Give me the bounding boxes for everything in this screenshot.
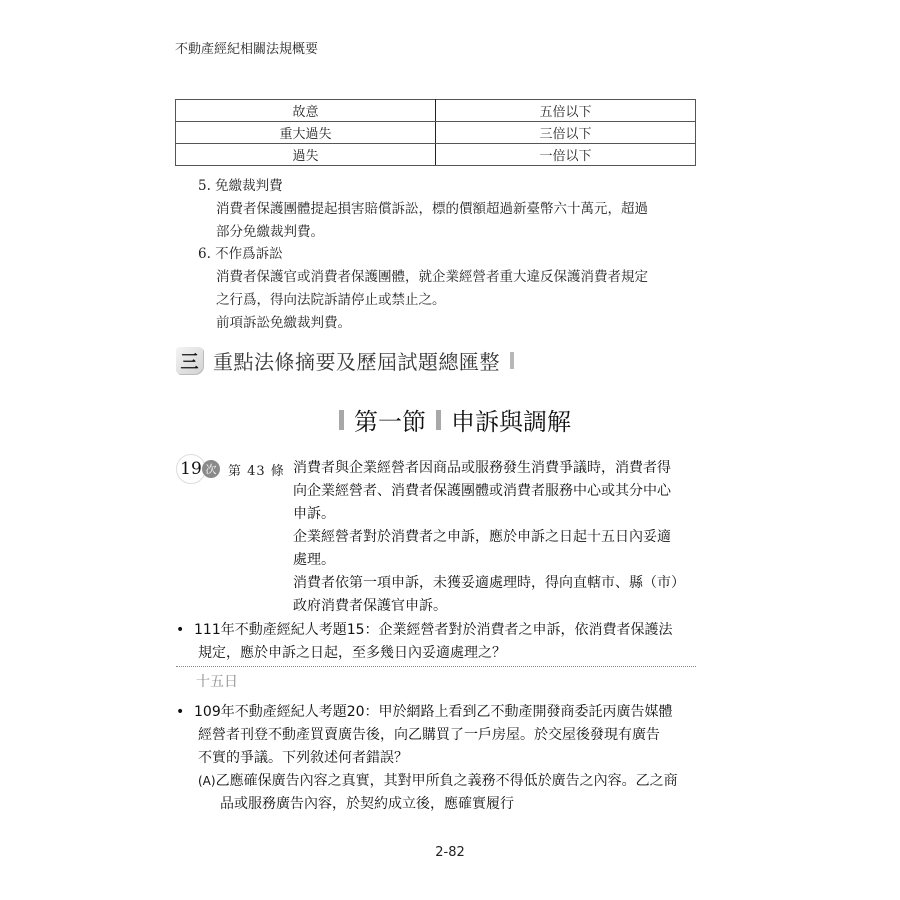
item-line: 前項訴訟免繳裁判費。	[216, 315, 351, 331]
item-line: 部分免繳裁判費。	[216, 224, 324, 240]
item-line: 消費者保護團體提起損害賠償訴訟，標的價額超過新臺幣六十萬元，超過	[216, 201, 648, 217]
article-line: 企業經營者對於消費者之申訴，應於申訴之日起十五日內妥適	[293, 529, 671, 545]
table-row	[176, 100, 696, 122]
bullet-icon: •	[176, 622, 185, 638]
article-line: 向企業經營者、消費者保護團體或消費者服務中心或其分中心	[293, 483, 671, 499]
bullet-icon: •	[176, 704, 185, 720]
question-line: 109年不動產經紀人考題20：甲於網路上看到乙不動產開發商委託丙廣告媒體	[194, 704, 673, 720]
article-line: 消費者與企業經營者因商品或服務發生消費爭議時，消費者得	[293, 460, 671, 476]
running-head: 不動產經紀相關法規概要	[175, 42, 319, 57]
item-title: 5. 免繳裁判費	[198, 178, 283, 194]
item-line: 消費者保護官或消費者保護團體，就企業經營者重大違反保護消費者規定	[216, 269, 648, 285]
option-line: 乙應確保廣告內容之真實，其對甲所負之義務不得低於廣告之內容。乙之商	[215, 773, 678, 789]
table-cell-multiple: 一倍以下	[436, 144, 696, 166]
item-body	[216, 198, 698, 244]
question-line: 規定，應於申訴之日起，至多幾日內妥適處理之？	[198, 645, 506, 661]
penalty-table	[175, 99, 696, 166]
article-line: 政府消費者保護官申訴。	[293, 598, 447, 614]
table-cell-multiple: 五倍以下	[436, 100, 696, 122]
section-title: 重點法條摘要及歷屆試題總匯整	[213, 350, 500, 374]
item-body	[216, 266, 698, 335]
table-cell-fault: 故意	[176, 100, 436, 122]
page-number: 2-82	[435, 845, 465, 860]
exam-count: 19	[176, 454, 206, 484]
chapter-heading	[0, 402, 900, 437]
section-heading	[176, 346, 514, 375]
question-line: 不實的爭議。下列敘述何者錯誤？	[198, 750, 408, 766]
item-line: 之行爲，得向法院訴請停止或禁止之。	[216, 292, 446, 308]
table-cell-fault: 重大過失	[176, 122, 436, 144]
table-row	[176, 122, 696, 144]
dotted-divider	[176, 666, 696, 667]
article-number: 第 43 條	[228, 463, 285, 479]
item-title: 6. 不作爲訴訟	[198, 246, 283, 262]
bar-ornament-icon	[339, 410, 344, 430]
table-cell-multiple: 三倍以下	[436, 122, 696, 144]
bar-ornament-icon	[510, 352, 514, 369]
exam-question	[176, 701, 706, 816]
option-a	[176, 770, 706, 793]
option-line: 品或服務廣告內容，於契約成立後，應確實履行	[220, 796, 514, 812]
exam-question	[176, 619, 706, 665]
question-line: 經營者刊登不動產買賣廣告後，向乙購買了一戶房屋。於交屋後發現有廣告	[198, 727, 660, 743]
option-label: (A)	[198, 774, 216, 788]
chapter-title: 申訴與調解	[451, 408, 571, 436]
article-line: 申訴。	[293, 506, 335, 522]
chapter-label: 第一節	[354, 408, 426, 436]
bar-ornament-icon	[436, 410, 441, 430]
table-cell-fault: 過失	[176, 144, 436, 166]
article-text	[293, 457, 703, 618]
question-line: 111年不動產經紀人考題15：企業經營者對於消費者之申訴，依消費者保護法	[194, 622, 673, 638]
article-line: 消費者依第一項申訴，未獲妥適處理時，得向直轄市、縣（市）	[293, 575, 685, 591]
section-number-badge: 三	[176, 347, 203, 374]
answer: 十五日	[196, 674, 238, 690]
article-header	[176, 454, 285, 484]
article-line: 處理。	[293, 552, 335, 568]
exam-count-unit: 次	[202, 460, 220, 478]
table-row	[176, 144, 696, 166]
